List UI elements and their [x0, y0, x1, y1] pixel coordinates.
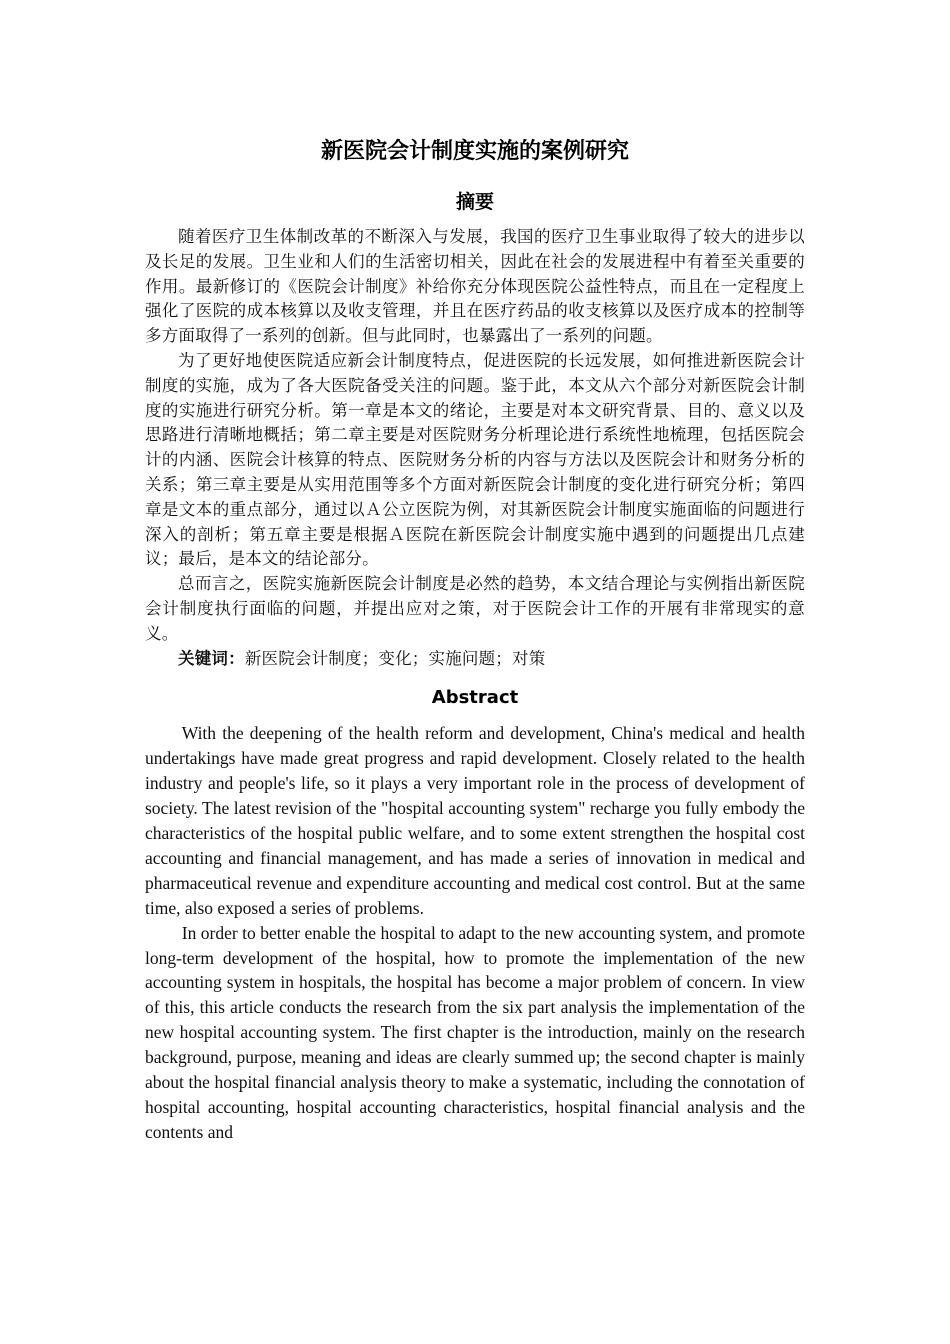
abstract-zh-paragraph-3: 总而言之，医院实施新医院会计制度是必然的趋势，本文结合理论与实例指出新医院会计制度执行面临的问题，并提出应对之策，对于医院会计工作的开展有非常现实的意义。	[145, 574, 805, 643]
abstract-en-heading: Abstract	[431, 687, 519, 709]
keywords-label: 关键词：	[178, 648, 245, 668]
abstract-en-paragraph-2: In order to better enable the hospital to adapt to the new accounting system, and promote long-term development of the hospital, how to promote the implementation of the new accounting system in hospitals, the hospital has become a major problem of concern. In view of this, this article conducts the research from the six part analysis the implementation of the new hospital accounting system. The first chapter is the introduction, mainly on the research background, purpose, meaning and ideas are clearly summed up; the second chapter is mainly about the hospital financial analysis theory to make a systematic, including the connotation of hospital accounting, hospital accounting characteristics, hospital financial analysis and the contents and	[145, 922, 805, 1142]
page-title: 新医院会计制度实施的案例研究	[320, 138, 629, 164]
abstract-zh-paragraph-2: 为了更好地使医院适应新会计制度特点，促进医院的长远发展，如何推进新医院会计制度的实施，成为了各大医院备受关注的问题。鉴于此，本文从六个部分对新医院会计制度的实施进行研究分析。第一章是本文的绪论，主要是对本文研究背景、目的、意义以及思路进行清晰地概括；第二章主要是对医院财务分析理论进行系统性地梳理，包括医院会计的内涵、医院会计核算的特点、医院财务分析的内容与方法以及医院会计和财务分析的关系；第三章主要是从实用范围等多个方面对新医院会计制度的变化进行研究分析；第四章是文本的重点部分，通过以Ａ公立医院为例，对其新医院会计制度实施面临的问题进行深入的剖析；第五章主要是根据Ａ医院在新医院会计制度实施中遇到的问题提出几点建议；最后，是本文的结论部分。	[145, 350, 805, 569]
document-body	[145, 133, 805, 1145]
keywords-text: 新医院会计制度；变化；实施问题；对策	[244, 648, 546, 668]
abstract-en-paragraph-1: With the deepening of the health reform and development, China's medical and health undertakings have made great progress and rapid development. Closely related to the health industry and people's life, so it plays a very important role in the process of development of society. The latest revision of the "hospital accounting system" recharge you fully embody the characteristics of the hospital public welfare, and to some extent strengthen the hospital cost accounting and financial management, and has made a series of innovation in medical and pharmaceutical revenue and expenditure accounting and medical cost control. But at the same time, also exposed a series of problems.	[145, 723, 805, 918]
keywords-line	[145, 647, 805, 672]
abstract-zh-heading: 摘要	[455, 191, 494, 213]
abstract-zh-paragraph-1: 随着医疗卫生体制改革的不断深入与发展，我国的医疗卫生事业取得了较大的进步以及长足的发展。卫生业和人们的生活密切相关，因此在社会的发展进程中有着至关重要的作用。最新修订的《医院会计制度》补给你充分体现医院公益性特点，而且在一定程度上强化了医院的成本核算以及收支管理，并且在医疗药品的收支核算以及医疗成本的控制等多方面取得了一系列的创新。但与此同时，也暴露出了一系列的问题。	[145, 227, 805, 346]
